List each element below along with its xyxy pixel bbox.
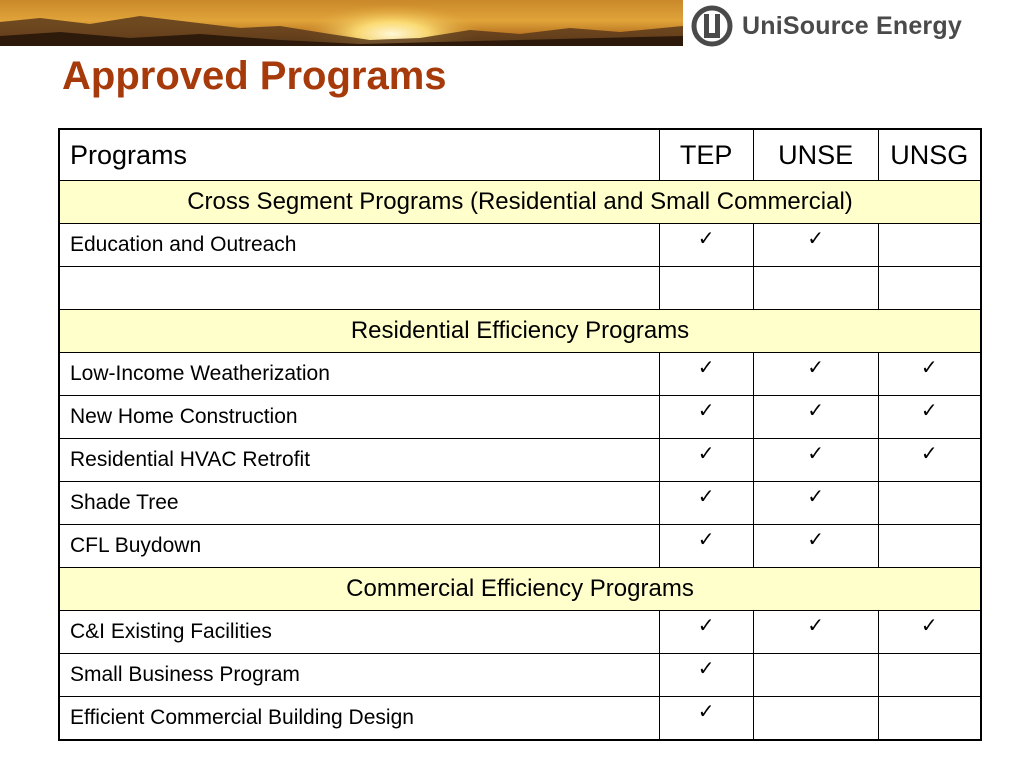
unsg-cell xyxy=(878,525,981,568)
program-name: CFL Buydown xyxy=(59,525,659,568)
checkmark-icon: ✓ xyxy=(920,615,938,637)
checkmark-icon: ✓ xyxy=(697,486,715,508)
checkmark-icon: ✓ xyxy=(807,529,825,551)
table-row xyxy=(59,353,981,396)
tep-cell xyxy=(659,439,753,482)
tep-cell xyxy=(659,396,753,439)
program-name: Shade Tree xyxy=(59,482,659,525)
tep-cell xyxy=(659,697,753,741)
program-name: Efficient Commercial Building Design xyxy=(59,697,659,741)
unsg-cell xyxy=(878,353,981,396)
checkmark-icon: ✓ xyxy=(807,615,825,637)
unsg-cell xyxy=(878,439,981,482)
table-row xyxy=(59,224,981,267)
unsg-cell xyxy=(878,611,981,654)
header-unsg: UNSG xyxy=(878,129,981,181)
table-row xyxy=(59,654,981,697)
header-programs: Programs xyxy=(59,129,659,181)
program-name: Small Business Program xyxy=(59,654,659,697)
table-row xyxy=(59,611,981,654)
checkmark-icon: ✓ xyxy=(697,701,715,723)
unsg-cell xyxy=(878,482,981,525)
unsg-cell xyxy=(878,396,981,439)
section-header-label: Commercial Efficiency Programs xyxy=(59,568,981,611)
tep-cell xyxy=(659,611,753,654)
tep-cell xyxy=(659,224,753,267)
checkmark-icon: ✓ xyxy=(807,486,825,508)
unse-cell xyxy=(753,697,878,741)
checkmark-icon: ✓ xyxy=(697,615,715,637)
header-unse: UNSE xyxy=(753,129,878,181)
program-name: Low-Income Weatherization xyxy=(59,353,659,396)
checkmark-icon: ✓ xyxy=(807,228,825,250)
table-row xyxy=(59,482,981,525)
checkmark-icon: ✓ xyxy=(807,443,825,465)
program-name xyxy=(59,267,659,310)
header-tep: TEP xyxy=(659,129,753,181)
unse-cell xyxy=(753,611,878,654)
checkmark-icon: ✓ xyxy=(697,400,715,422)
unse-cell xyxy=(753,654,878,697)
unisource-logo xyxy=(690,4,1020,48)
checkmark-icon: ✓ xyxy=(697,443,715,465)
unse-cell xyxy=(753,353,878,396)
section-header-row xyxy=(59,568,981,611)
checkmark-icon: ✓ xyxy=(920,400,938,422)
table-row xyxy=(59,439,981,482)
checkmark-icon: ✓ xyxy=(697,658,715,680)
section-header-label: Cross Segment Programs (Residential and Small Commercial) xyxy=(59,181,981,224)
unse-cell xyxy=(753,224,878,267)
section-header-label: Residential Efficiency Programs xyxy=(59,310,981,353)
unse-cell xyxy=(753,439,878,482)
checkmark-icon: ✓ xyxy=(807,400,825,422)
tep-cell xyxy=(659,654,753,697)
checkmark-icon: ✓ xyxy=(697,228,715,250)
sunset-banner-image xyxy=(0,0,683,46)
unse-cell xyxy=(753,482,878,525)
program-name: New Home Construction xyxy=(59,396,659,439)
tep-cell xyxy=(659,267,753,310)
logo-text: UniSource Energy xyxy=(742,11,962,40)
table-header-row xyxy=(59,129,981,181)
page-title: Approved Programs xyxy=(62,54,447,98)
checkmark-icon: ✓ xyxy=(807,357,825,379)
table-row xyxy=(59,267,981,310)
table-row xyxy=(59,396,981,439)
unse-cell xyxy=(753,396,878,439)
tep-cell xyxy=(659,482,753,525)
program-name: C&I Existing Facilities xyxy=(59,611,659,654)
unse-cell xyxy=(753,525,878,568)
approved-programs-table xyxy=(58,128,982,741)
checkmark-icon: ✓ xyxy=(920,443,938,465)
section-header-row xyxy=(59,310,981,353)
checkmark-icon: ✓ xyxy=(697,529,715,551)
unsg-cell xyxy=(878,267,981,310)
unsg-cell xyxy=(878,654,981,697)
table-row xyxy=(59,697,981,741)
unsg-cell xyxy=(878,697,981,741)
program-name: Education and Outreach xyxy=(59,224,659,267)
checkmark-icon: ✓ xyxy=(920,357,938,379)
unisource-logo-icon xyxy=(690,4,734,48)
tep-cell xyxy=(659,525,753,568)
table-row xyxy=(59,525,981,568)
unsg-cell xyxy=(878,224,981,267)
checkmark-icon: ✓ xyxy=(697,357,715,379)
tep-cell xyxy=(659,353,753,396)
unse-cell xyxy=(753,267,878,310)
section-header-row xyxy=(59,181,981,224)
table-body xyxy=(59,181,981,741)
program-name: Residential HVAC Retrofit xyxy=(59,439,659,482)
